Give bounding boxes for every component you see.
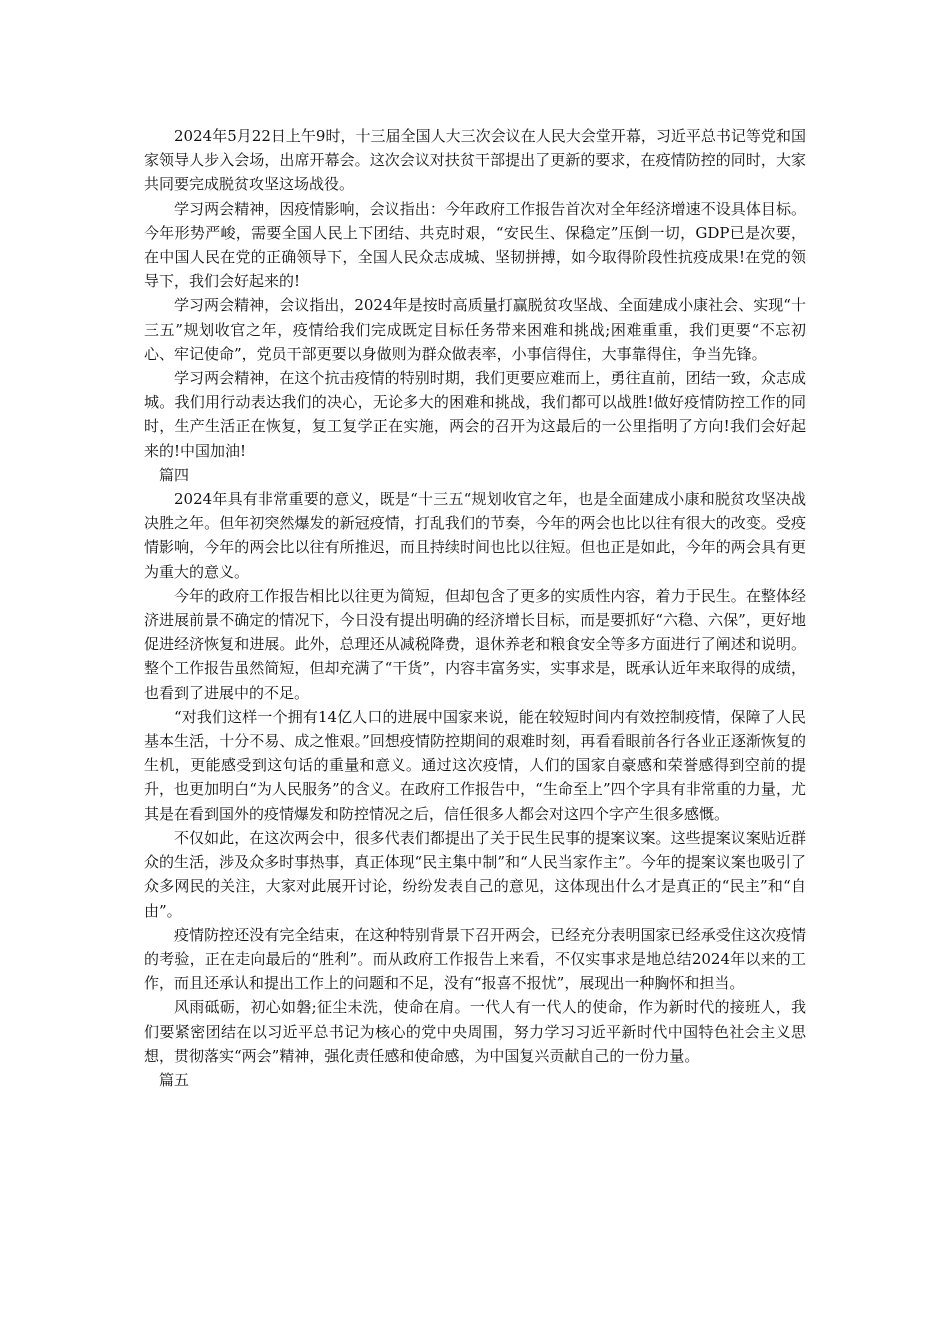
document-page [144, 124, 806, 1092]
section-heading: 篇五 [159, 1070, 190, 1089]
paragraph: 学习两会精神，会议指出，2024年是按时高质量打赢脱贫攻坚战、全面建成小康社会、实现“十三五”规划收官之年，疫情给我们完成既定目标任务带来困难和挑战;困难重重，我们更要“不忘初心、牢记使命”，党员干部更要以身做则为群众做表率，小事信得住，大事靠得住，争当先锋。 [144, 296, 806, 363]
paragraph: 今年的政府工作报告相比以往更为简短，但却包含了更多的实质性内容，着力于民生。在整体经济进展前景不确定的情况下，今日没有提出明确的经济增长目标，而是要抓好“六稳、六保”，更好地促进经济恢复和进展。此外，总理还从减税降费，退休养老和粮食安全等多方面进行了阐述和说明。整个工作报告虽然简短，但却充满了“干货”，内容丰富务实，实事求是，既承认近年来取得的成绩，也看到了进展中的不足。 [144, 586, 806, 702]
section-heading: 篇四 [159, 465, 190, 484]
paragraph: 不仅如此，在这次两会中，很多代表们都提出了关于民生民事的提案议案。这些提案议案贴近群众的生活，涉及众多时事热事，真正体现“民主集中制”和“人民当家作主”。今年的提案议案也吸引了众多网民的关注，大家对此展开讨论，纷纷发表自己的意见，这体现出什么才是真正的“民主”和“自由”。 [144, 828, 806, 920]
paragraph: 学习两会精神，在这个抗击疫情的特别时期，我们更要应难而上，勇往直前，团结一致，众志成城。我们用行动表达我们的决心，无论多大的困难和挑战，我们都可以战胜!做好疫情防控工作的同时，生产生活正在恢复，复工复学正在实施，两会的召开为这最后的一公里指明了方向!我们会好起来的!中国加油! [144, 369, 806, 460]
paragraph: 风雨砥砺，初心如磐;征尘未洗，使命在肩。一代人有一代人的使命，作为新时代的接班人，我们要紧密团结在以习近平总书记为核心的党中央周围，努力学习习近平新时代中国特色社会主义思想，贯彻落实“两会”精神，强化责任感和使命感，为中国复兴贡献自己的一份力量。 [144, 998, 806, 1065]
paragraph: 学习两会精神，因疫情影响，会议指出：今年政府工作报告首次对全年经济增速不设具体目标。今年形势严峻，需要全国人民上下团结、共克时艰，“安民生、保稳定”压倒一切，GDP已是次要，在中国人民在党的正确领导下，全国人民众志成城、坚韧拼搏，如今取得阶段性抗疫成果!在党的领导下，我们会好起来的! [144, 199, 806, 291]
paragraph: 2024年5月22日上午9时，十三届全国人大三次会议在人民大会堂开幕，习近平总书记等党和国家领导人步入会场，出席开幕会。这次会议对扶贫干部提出了更新的要求，在疫情防控的同时，大家共同要完成脱贫攻坚这场战役。 [144, 127, 806, 194]
paragraph: 疫情防控还没有完全结束，在这种特别背景下召开两会，已经充分表明国家已经承受住这次疫情的考验，正在走向最后的“胜利”。而从政府工作报告上来看，不仅实事求是地总结2024年以来的工作，而且还承认和提出工作上的问题和不足，没有“报喜不报忧”，展现出一种胸怀和担当。 [144, 925, 806, 993]
paragraph: “对我们这样一个拥有14亿人口的进展中国家来说，能在较短时间内有效控制疫情，保障了人民基本生活，十分不易、成之惟艰。”回想疫情防控期间的艰难时刻，再看看眼前各行各业正逐渐恢复的生机，更能感受到这句话的重量和意义。通过这次疫情，人们的国家自豪感和荣誉感得到空前的提升，也更加明白“为人民服务”的含义。在政府工作报告中，“生命至上”四个字具有非常重的力量，尤其是在看到国外的疫情爆发和防控情况之后，信任很多人都会对这四个字产生很多感慨。 [144, 707, 806, 823]
paragraph: 2024年具有非常重要的意义，既是“十三五“规划收官之年，也是全面建成小康和脱贫攻坚决战决胜之年。但年初突然爆发的新冠疫情，打乱我们的节奏，今年的两会也比以往有很大的改变。受疫情影响，今年的两会比以往有所推迟，而且持续时间也比以往短。但也正是如此，今年的两会具有更为重大的意义。 [144, 490, 806, 581]
